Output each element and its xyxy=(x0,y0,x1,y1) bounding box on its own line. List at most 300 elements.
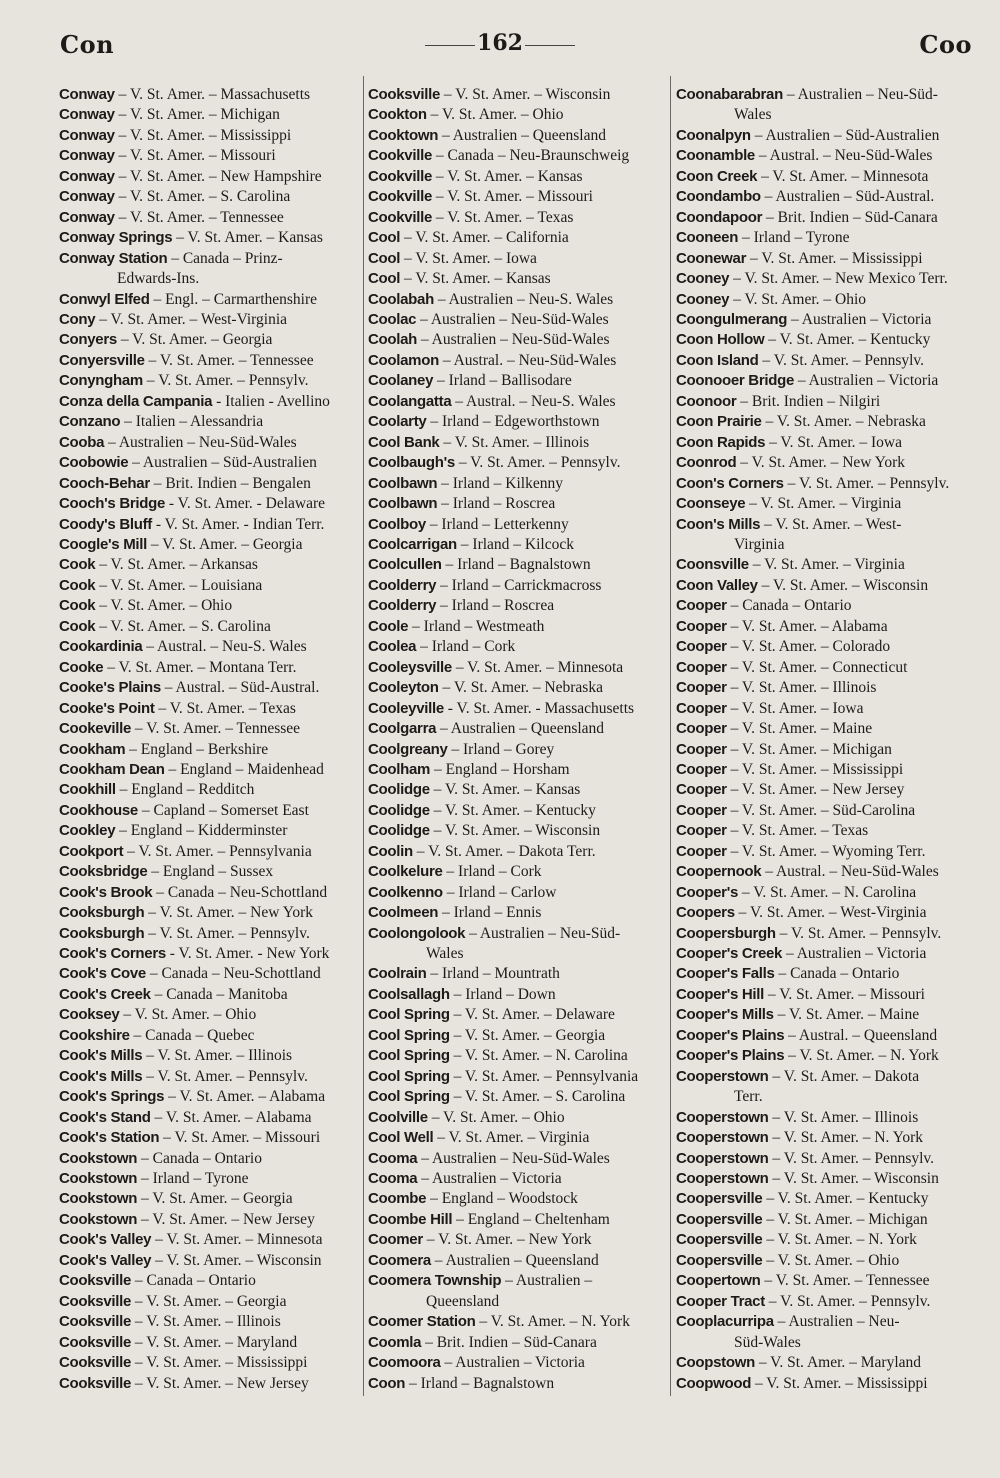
entry-headword: Coopernook xyxy=(676,863,762,881)
entry-location: – Irland – Bagnalstown xyxy=(441,556,591,574)
gazetteer-entry xyxy=(59,1292,359,1312)
entry-location: – Austral. – Neu-Süd-Wales xyxy=(438,351,617,369)
gazetteer-entry xyxy=(676,903,978,923)
gazetteer-entry xyxy=(59,1374,359,1394)
gazetteer-entry xyxy=(59,146,359,166)
gazetteer-entry xyxy=(676,760,978,780)
entry-headword: Cooper xyxy=(676,781,727,799)
entry-location: – V. St. Amer. – N. York xyxy=(762,1231,917,1249)
entry-headword: Coombe Hill xyxy=(368,1210,453,1228)
gazetteer-entry xyxy=(59,985,359,1005)
entry-headword: Cookton xyxy=(368,106,427,124)
entry-location: – V. St. Amer. – New Jersey xyxy=(137,1210,315,1228)
gazetteer-entry xyxy=(368,187,666,207)
gazetteer-entry xyxy=(368,392,666,412)
entry-headword: Cooper xyxy=(676,679,727,697)
entry-location: – V. St. Amer. – Montana Terr. xyxy=(103,658,297,676)
entry-headword: Cook's Corners xyxy=(59,945,166,963)
entry-location: – V. St. Amer. – Pennsylv. xyxy=(758,351,925,369)
entry-location: – Irland – Tyrone xyxy=(137,1170,249,1188)
entry-continuation: Queensland xyxy=(426,1292,500,1310)
gazetteer-entry xyxy=(368,760,666,780)
gazetteer-entry xyxy=(676,1374,978,1394)
gazetteer-entry xyxy=(59,474,359,494)
entry-location: – Austral. – Neu-Süd-Wales xyxy=(754,147,933,165)
entry-location: – Irland – Edgeworthstown xyxy=(426,413,600,431)
entry-location: – V. St. Amer. – Illinois xyxy=(439,433,590,451)
entry-location: – Australien – Neu-Süd-Wales xyxy=(416,310,609,328)
entry-location: – V. St. Amer. – New York xyxy=(144,904,314,922)
gazetteer-entry xyxy=(59,719,359,739)
entry-location: – V. St. Amer. – New York xyxy=(422,1231,592,1249)
entry-headword: Coolac xyxy=(368,310,417,328)
entry-headword: Coondapoor xyxy=(676,208,763,226)
entry-location: – Australien – Queensland xyxy=(430,1251,599,1269)
entry-location: – England – Berkshire xyxy=(125,740,269,758)
gazetteer-entry xyxy=(59,228,359,248)
entry-headword: Cook's Cove xyxy=(59,965,146,983)
entry-location: – Australien – Victoria xyxy=(787,310,932,328)
entry-location: – Brit. Indien – Bengalen xyxy=(149,474,311,492)
entry-headword: Conway xyxy=(59,188,115,206)
gazetteer-entry xyxy=(368,699,666,719)
entry-location: – Irland – Gorey xyxy=(447,740,555,758)
entry-headword: Coolbawn xyxy=(368,495,438,513)
entry-location: – V. St. Amer. – Iowa xyxy=(765,433,902,451)
entry-location: – England – Kidderminster xyxy=(115,822,288,840)
gazetteer-entry xyxy=(59,1169,359,1189)
entry-headword: Cooperstown xyxy=(676,1129,769,1147)
entry-headword: Cooneen xyxy=(676,229,739,247)
gazetteer-entry xyxy=(368,310,666,330)
entry-headword: Conway xyxy=(59,167,115,185)
page-number: 162 xyxy=(477,30,523,56)
gazetteer-entry xyxy=(59,167,359,187)
gazetteer-entry xyxy=(59,924,359,944)
entry-location: – V. St. Amer. – Pennsylv. xyxy=(768,1149,935,1167)
gazetteer-entry xyxy=(676,1292,978,1312)
entry-headword: Coon's Corners xyxy=(676,474,784,492)
entry-location: – Irland – Roscrea xyxy=(437,495,556,513)
entry-headword: Conyersville xyxy=(59,351,145,369)
entry-location: – V. St. Amer. – Pennsylv. xyxy=(775,924,942,942)
gazetteer-entry xyxy=(368,290,666,310)
gazetteer-entry xyxy=(368,1046,666,1066)
entry-headword: Coon Creek xyxy=(676,167,758,185)
entry-location: – V. St. Amer. – S. Carolina xyxy=(95,617,271,635)
entry-location: – V. St. Amer. – Kentucky xyxy=(429,801,596,819)
entry-headword: Cooper xyxy=(676,658,727,676)
gazetteer-entry xyxy=(59,453,359,473)
entry-location: – V. St. Amer. – Illinois xyxy=(768,1108,919,1126)
entry-location: – V. St. Amer. – Pennsylvania xyxy=(123,842,312,860)
gazetteer-entry xyxy=(368,740,666,760)
entry-headword: Cooperstown xyxy=(676,1108,769,1126)
entry-location: – V. St. Amer. – Tennessee xyxy=(760,1272,930,1290)
entry-headword: Coolah xyxy=(368,331,418,349)
entry-headword: Coon Rapids xyxy=(676,433,766,451)
gazetteer-entry xyxy=(368,1108,666,1128)
gazetteer-entry xyxy=(368,719,666,739)
entry-location: – V. St. Amer. – Virginia xyxy=(433,1129,590,1147)
gazetteer-entry xyxy=(676,1251,978,1271)
entry-location: - V. St. Amer. - Indian Terr. xyxy=(152,515,325,533)
entry-location: – V. St. Amer. – Texas xyxy=(432,208,574,226)
entry-location: – V. St. Amer. – Tennessee xyxy=(131,720,301,738)
gazetteer-entry xyxy=(59,760,359,780)
gazetteer-entry xyxy=(59,392,359,412)
gazetteer-entry xyxy=(368,453,666,473)
entry-location: – V. St. Amer. – Kentucky xyxy=(762,1190,929,1208)
gazetteer-entry xyxy=(59,780,359,800)
entry-headword: Cooper xyxy=(676,720,727,738)
gazetteer-entry xyxy=(676,85,978,126)
gazetteer-entry xyxy=(59,1189,359,1209)
entry-location: – V. St. Amer. – New York xyxy=(736,454,906,472)
entry-headword: Coopstown xyxy=(676,1354,755,1372)
gazetteer-entry xyxy=(676,678,978,698)
entry-headword: Cooper xyxy=(676,617,727,635)
gazetteer-entry xyxy=(676,146,978,166)
entry-location: – Irland – Mountrath xyxy=(426,965,560,983)
entry-location: – Australien – Neu-Süd- xyxy=(465,924,621,942)
gazetteer-entry xyxy=(59,1149,359,1169)
entry-location: – V. St. Amer. – Dakota xyxy=(768,1067,920,1085)
entry-location: – Irland – Carlow xyxy=(442,883,557,901)
entry-location: – Irland – Ennis xyxy=(438,904,542,922)
entry-location: – Canada – Manitoba xyxy=(150,985,288,1003)
gazetteer-entry xyxy=(676,515,978,556)
entry-location: – Italien – Alessandria xyxy=(120,413,264,431)
entry-headword: Cooper xyxy=(676,699,727,717)
entry-headword: Cooper xyxy=(676,801,727,819)
gazetteer-entry xyxy=(59,1333,359,1353)
gazetteer-entry xyxy=(368,555,666,575)
entry-location: – V. St. Amer. – N. Carolina xyxy=(738,883,917,901)
gazetteer-entry xyxy=(676,1149,978,1169)
entry-headword: Coonsville xyxy=(676,556,749,574)
entry-headword: Cooksville xyxy=(59,1272,132,1290)
entry-headword: Coolsallagh xyxy=(368,985,450,1003)
entry-headword: Coonooer Bridge xyxy=(676,372,794,390)
entry-headword: Cooper's Falls xyxy=(676,965,775,983)
gazetteer-entry xyxy=(59,1230,359,1250)
gazetteer-entry xyxy=(368,249,666,269)
gazetteer-entry xyxy=(676,1005,978,1025)
gazetteer-entry xyxy=(368,1230,666,1250)
entry-location: – Australien – Neu- xyxy=(773,1313,900,1331)
gazetteer-entry xyxy=(368,1374,666,1394)
gazetteer-entry xyxy=(368,780,666,800)
gazetteer-entry xyxy=(676,1210,978,1230)
gazetteer-entry xyxy=(368,474,666,494)
gazetteer-entry xyxy=(368,637,666,657)
gazetteer-entry xyxy=(676,883,978,903)
entry-headword: Cool Spring xyxy=(368,1047,450,1065)
entry-location: – Australien – Süd-Austral. xyxy=(760,188,935,206)
entry-headword: Cook's Mills xyxy=(59,1047,143,1065)
entry-headword: Coondambo xyxy=(676,188,761,206)
gazetteer-entry xyxy=(368,351,666,371)
gazetteer-entry xyxy=(368,678,666,698)
entry-location: – Irland – Cork xyxy=(416,638,516,656)
entry-headword: Cooleyville xyxy=(368,699,444,717)
entry-location: – V. St. Amer. – Maryland xyxy=(131,1333,298,1351)
entry-location: – V. St. Amer. – Maine xyxy=(726,720,873,738)
entry-location: – V. St. Amer. – Georgia xyxy=(131,1292,287,1310)
entry-headword: Cooper xyxy=(676,597,727,615)
gazetteer-entry xyxy=(368,126,666,146)
gazetteer-entry xyxy=(368,658,666,678)
entry-location: – Brit. Indien – Nilgiri xyxy=(736,392,881,410)
entry-location: – V. St. Amer. – Virginia xyxy=(748,556,905,574)
entry-headword: Cooksville xyxy=(59,1333,132,1351)
gazetteer-entry xyxy=(676,658,978,678)
entry-headword: Coolidge xyxy=(368,781,430,799)
gazetteer-entry xyxy=(676,617,978,637)
entry-location: – V. St. Amer. – Pennsylv. xyxy=(764,1292,931,1310)
entry-location: – V. St. Amer. – Nebraska xyxy=(438,679,603,697)
gazetteer-entry xyxy=(59,801,359,821)
gazetteer-entry xyxy=(368,1189,666,1209)
entry-location: – Canada – Neu-Braunschweig xyxy=(432,147,630,165)
gazetteer-entry xyxy=(59,1210,359,1230)
entry-location: – V. St. Amer. – Wisconsin xyxy=(757,576,929,594)
entry-location: – V. St. Amer. – Georgia xyxy=(147,535,303,553)
gazetteer-entry xyxy=(676,740,978,760)
entry-headword: Conza della Campania xyxy=(59,392,213,410)
gazetteer-entry xyxy=(368,862,666,882)
entry-headword: Cookstown xyxy=(59,1170,138,1188)
entry-location: – Australien – Süd-Australien xyxy=(750,126,940,144)
entry-location: – V. St. Amer. – Süd-Carolina xyxy=(726,801,916,819)
entry-headword: Cooperstown xyxy=(676,1170,769,1188)
entry-location: – England – Horsham xyxy=(430,760,570,778)
gazetteer-entry xyxy=(368,842,666,862)
header-left-catchword: Con xyxy=(60,30,115,59)
gazetteer-entry xyxy=(59,208,359,228)
entry-location: - Italien - Avellino xyxy=(212,392,330,410)
entry-continuation: Virginia xyxy=(734,535,785,553)
gazetteer-entry xyxy=(676,964,978,984)
entry-headword: Coomer Station xyxy=(368,1313,476,1331)
gazetteer-entry xyxy=(676,719,978,739)
gazetteer-entry xyxy=(59,576,359,596)
gazetteer-entry xyxy=(368,1210,666,1230)
entry-location: – V. St. Amer. – Nebraska xyxy=(761,413,926,431)
entry-headword: Cooper's Plains xyxy=(676,1047,785,1065)
entry-headword: Coomla xyxy=(368,1333,422,1351)
entry-location: – Austral. – Neu-Süd-Wales xyxy=(761,863,939,881)
entry-headword: Coon xyxy=(368,1374,406,1392)
gazetteer-entry xyxy=(676,1067,978,1108)
gazetteer-entry xyxy=(676,392,978,412)
entry-location: – England – Maidenhead xyxy=(164,760,324,778)
entry-location: – Canada – Ontario xyxy=(774,965,900,983)
entry-location: – V. St. Amer. – Missouri xyxy=(764,985,925,1003)
gazetteer-entry xyxy=(368,433,666,453)
entry-location: – Canada – Neu-Schottland xyxy=(145,965,321,983)
entry-location: – V. St. Amer. – Michigan xyxy=(726,740,892,758)
gazetteer-entry xyxy=(676,167,978,187)
entry-headword: Conway xyxy=(59,147,115,165)
entry-headword: Cookardinia xyxy=(59,638,143,656)
entry-headword: Cooch-Behar xyxy=(59,474,150,492)
gazetteer-entry xyxy=(368,883,666,903)
column-divider xyxy=(363,76,364,1396)
entry-headword: Cookham Dean xyxy=(59,760,165,778)
entry-location: – V. St. Amer. – Kansas xyxy=(400,270,551,288)
entry-headword: Cooleyton xyxy=(368,679,439,697)
entry-location: – V. St. Amer. – New Jersey xyxy=(726,781,905,799)
entry-location: – Australien – Süd-Australien xyxy=(128,454,317,472)
header-rule-right xyxy=(525,45,575,46)
entry-location: – V. St. Amer. – Tennessee xyxy=(144,351,314,369)
gazetteer-entry xyxy=(59,1067,359,1087)
entry-headword: Cooney xyxy=(676,270,730,288)
entry-headword: Cooke's Point xyxy=(59,699,155,717)
entry-location: – Irland – Kilcock xyxy=(456,535,574,553)
entry-location: – V. St. Amer. – Illinois xyxy=(131,1313,281,1331)
gazetteer-entry xyxy=(368,903,666,923)
entry-headword: Coolabah xyxy=(368,290,434,308)
gazetteer-entry xyxy=(676,1128,978,1148)
entry-headword: Conway xyxy=(59,86,115,103)
entry-headword: Coolaney xyxy=(368,372,434,390)
entry-location: – V. St. Amer. – Iowa xyxy=(400,249,537,267)
entry-location: – V. St. Amer. – Mississippi xyxy=(751,1374,928,1392)
gazetteer-entry xyxy=(368,617,666,637)
gazetteer-entry xyxy=(676,187,978,207)
entry-headword: Conway Station xyxy=(59,249,168,267)
entry-headword: Cooma xyxy=(368,1149,418,1167)
entry-continuation: Wales xyxy=(734,106,772,124)
gazetteer-entry xyxy=(59,351,359,371)
entry-location: - V. St. Amer. - New York xyxy=(165,945,330,963)
entry-location: – Australien – Neu-Süd-Wales xyxy=(417,331,610,349)
gazetteer-entry xyxy=(676,862,978,882)
gazetteer-entry xyxy=(368,1128,666,1148)
entry-location: – V. St. Amer. – Alabama xyxy=(150,1108,312,1126)
entry-headword: Coolbawn xyxy=(368,474,438,492)
entry-location: – England – Redditch xyxy=(115,781,255,799)
entry-location: – V. St. Amer. – Pennsylv. xyxy=(144,924,310,942)
entry-headword: Coonalpyn xyxy=(676,126,751,144)
gazetteer-entry xyxy=(676,699,978,719)
entry-continuation: Wales xyxy=(426,945,464,963)
entry-headword: Cool Well xyxy=(368,1129,434,1147)
entry-location: – V. St. Amer. – Kansas xyxy=(172,229,323,247)
entry-location: – V. St. Amer. – Connecticut xyxy=(726,658,908,676)
entry-location: – V. St. Amer. – Mississippi xyxy=(726,760,904,778)
entry-headword: Coombe xyxy=(368,1190,427,1208)
entry-headword: Coolamon xyxy=(368,351,439,369)
entry-location: – V. St. Amer. – Missouri xyxy=(159,1129,321,1147)
entry-location: – V. St. Amer. – Illinois xyxy=(142,1047,293,1065)
entry-location: – V. St. Amer. – Georgia xyxy=(137,1190,293,1208)
gazetteer-entry xyxy=(676,1046,978,1066)
entry-headword: Coolkenno xyxy=(368,883,443,901)
gazetteer-entry xyxy=(368,105,666,125)
entry-headword: Coonseye xyxy=(676,495,746,513)
entry-location: – V. St. Amer. – Missouri xyxy=(432,188,593,206)
entry-location: – V. St. Amer. – Wisconsin xyxy=(429,822,601,840)
entry-location: – V. St. Amer. – New Hampshire xyxy=(114,167,322,185)
entry-headword: Cook xyxy=(59,556,96,574)
entry-headword: Cooper's Mills xyxy=(676,1006,774,1024)
entry-location: – V. St. Amer. – N. York xyxy=(768,1129,924,1147)
entry-headword: Cook's Creek xyxy=(59,985,151,1003)
entry-location: – V. St. Amer. – Pennsylv. xyxy=(454,454,621,472)
entry-location: – Australien – Victoria xyxy=(782,945,927,963)
gazetteer-entry xyxy=(59,1353,359,1373)
entry-location: – Australien – Queensland xyxy=(438,126,606,144)
gazetteer-entry xyxy=(676,1230,978,1250)
gazetteer-entry xyxy=(676,1189,978,1209)
gazetteer-entry xyxy=(368,985,666,1005)
entry-headword: Cookstown xyxy=(59,1149,138,1167)
entry-location: – V. St. Amer. – Illinois xyxy=(726,679,877,697)
gazetteer-entry xyxy=(368,576,666,596)
gazetteer-entry xyxy=(368,1005,666,1025)
entry-headword: Cook's Valley xyxy=(59,1251,152,1269)
entry-headword: Coopersville xyxy=(676,1190,763,1208)
gazetteer-entry xyxy=(368,596,666,616)
gazetteer-entry xyxy=(59,85,359,105)
gazetteer-entry xyxy=(59,105,359,125)
entry-location: – V. St. Amer. – West-Virginia xyxy=(734,904,927,922)
entry-headword: Coolangatta xyxy=(368,392,452,410)
gazetteer-entry xyxy=(368,1353,666,1373)
entry-location: – Engl. – Carmarthenshire xyxy=(149,290,318,308)
entry-headword: Cooper's Plains xyxy=(676,1026,785,1044)
gazetteer-entry xyxy=(676,290,978,310)
entry-headword: Cooper xyxy=(676,822,727,840)
gazetteer-entry xyxy=(368,1149,666,1169)
entry-headword: Cooney xyxy=(676,290,730,308)
gazetteer-entry xyxy=(59,433,359,453)
entry-headword: Cookhouse xyxy=(59,801,138,819)
header-right-catchword: Coo xyxy=(919,30,972,59)
gazetteer-entry xyxy=(368,821,666,841)
entry-location: – V. St. Amer. – Georgia xyxy=(449,1026,606,1044)
entry-headword: Coopersville xyxy=(676,1251,763,1269)
entry-location: – V. St. Amer. – Minnesota xyxy=(451,658,624,676)
entry-location: – V. St. Amer. – Wisconsin xyxy=(768,1170,939,1188)
gazetteer-entry xyxy=(59,637,359,657)
entry-continuation: Terr. xyxy=(734,1088,763,1106)
entry-headword: Coobowie xyxy=(59,454,129,472)
gazetteer-entry xyxy=(676,371,978,391)
entry-headword: Cook xyxy=(59,576,96,594)
entry-headword: Coolville xyxy=(368,1108,428,1126)
entry-headword: Cooperstown xyxy=(676,1149,769,1167)
entry-headword: Conwyl Elfed xyxy=(59,290,150,308)
entry-headword: Coolderry xyxy=(368,576,437,594)
gazetteer-entry xyxy=(676,1169,978,1189)
entry-headword: Cook's Station xyxy=(59,1129,160,1147)
entry-location: – V. St. Amer. – New Mexico Terr. xyxy=(729,270,948,288)
entry-location: – V. St. Amer. – Maine xyxy=(773,1006,920,1024)
entry-headword: Coole xyxy=(368,617,409,635)
entry-headword: Cooper xyxy=(676,638,727,656)
gazetteer-entry xyxy=(676,474,978,494)
entry-location: – V. St. Amer. – Dakota Terr. xyxy=(412,842,596,860)
entry-headword: Cooperstown xyxy=(676,1067,769,1085)
gazetteer-entry xyxy=(59,944,359,964)
entry-location: – V. St. Amer. – S. Carolina xyxy=(449,1088,626,1106)
gazetteer-entry xyxy=(368,1333,666,1353)
